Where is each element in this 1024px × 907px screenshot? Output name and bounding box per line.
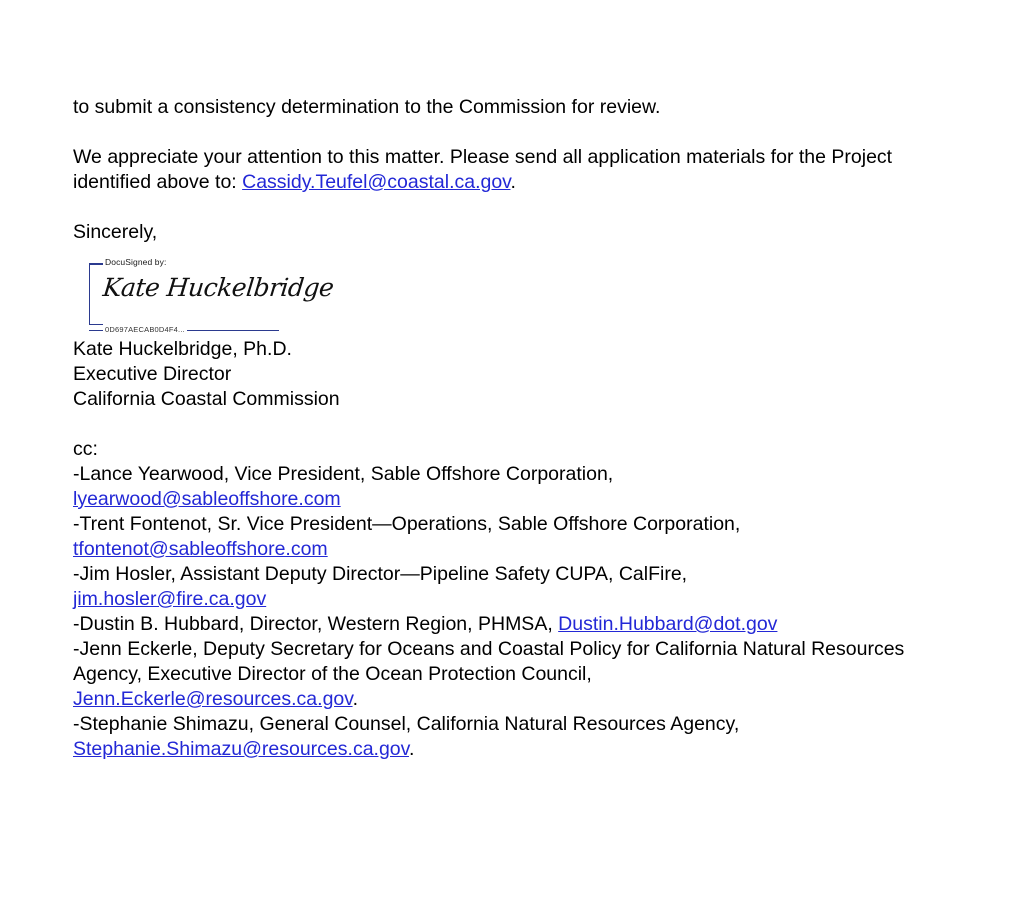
cc-entry-text: -Stephanie Shimazu, General Counsel, California Natural Resources Agency, bbox=[73, 713, 740, 735]
handwritten-signature: Kate Huckelbridge bbox=[101, 273, 335, 302]
cc-entry-text: -Jenn Eckerle, Deputy Secretary for Oceans and Coastal Policy for California Natural Resources Agency, Executive Director of the Ocean Protection Council, bbox=[73, 638, 905, 685]
email-link-cassidy-teufel[interactable]: Cassidy.Teufel@coastal.ca.gov bbox=[242, 171, 511, 193]
spacer bbox=[73, 120, 913, 145]
cc-entry-jenn-eckerle bbox=[73, 637, 913, 712]
spacer bbox=[73, 195, 913, 220]
email-link-jim-hosler[interactable]: jim.hosler@fire.ca.gov bbox=[73, 588, 267, 610]
email-link-tfontenot[interactable]: tfontenot@sableoffshore.com bbox=[73, 538, 328, 560]
cc-entry-jim-hosler bbox=[73, 562, 913, 612]
cc-entry-text-after: . bbox=[408, 738, 415, 760]
signer-title: Executive Director bbox=[73, 363, 232, 385]
cc-entry-lance-yearwood bbox=[73, 462, 913, 512]
spacer bbox=[73, 412, 913, 437]
paragraph-continuation: to submit a consistency determination to the Commission for review. bbox=[73, 96, 661, 118]
docusign-envelope-id: 0D697AECAB0D4F4... bbox=[105, 325, 185, 334]
cc-label: cc: bbox=[73, 438, 98, 460]
email-link-jenn-eckerle[interactable]: Jenn.Eckerle@resources.ca.gov bbox=[73, 688, 353, 710]
docusign-label: DocuSigned by: bbox=[105, 257, 167, 267]
cc-entry-stephanie-shimazu bbox=[73, 712, 913, 762]
docusign-signature-stamp bbox=[81, 257, 335, 334]
email-link-stephanie-shimazu[interactable]: Stephanie.Shimazu@resources.ca.gov bbox=[73, 738, 409, 760]
signer-name: Kate Huckelbridge, Ph.D. bbox=[73, 338, 292, 360]
signer-organization: California Coastal Commission bbox=[73, 388, 340, 410]
cc-entry-text: -Lance Yearwood, Vice President, Sable Offshore Corporation, bbox=[73, 463, 614, 485]
signature-block bbox=[73, 257, 913, 335]
cc-entry-dustin-hubbard bbox=[73, 612, 913, 637]
cc-entry-text: -Jim Hosler, Assistant Deputy Director—Pipeline Safety CUPA, CalFire, bbox=[73, 563, 688, 585]
cc-list bbox=[73, 437, 913, 762]
email-link-lyearwood[interactable]: lyearwood@sableoffshore.com bbox=[73, 488, 341, 510]
email-link-dustin-hubbard[interactable]: Dustin.Hubbard@dot.gov bbox=[558, 613, 778, 635]
signer-block bbox=[73, 337, 913, 412]
cc-entry-text: -Dustin B. Hubbard, Director, Western Region, PHMSA, bbox=[73, 613, 559, 635]
cc-entry-text-after: . bbox=[352, 688, 358, 710]
paragraph-application-materials bbox=[73, 145, 913, 195]
letter-body bbox=[73, 95, 913, 762]
cc-entry-text: -Trent Fontenot, Sr. Vice President—Operations, Sable Offshore Corporation, bbox=[73, 513, 741, 535]
paragraph-text-after-link: . bbox=[510, 171, 516, 193]
paragraph-text-before-link: We appreciate your attention to this matter. Please send all application materials for the Project identified above to: bbox=[73, 146, 893, 193]
cc-entry-trent-fontenot bbox=[73, 512, 913, 562]
closing-salutation: Sincerely, bbox=[73, 221, 158, 243]
